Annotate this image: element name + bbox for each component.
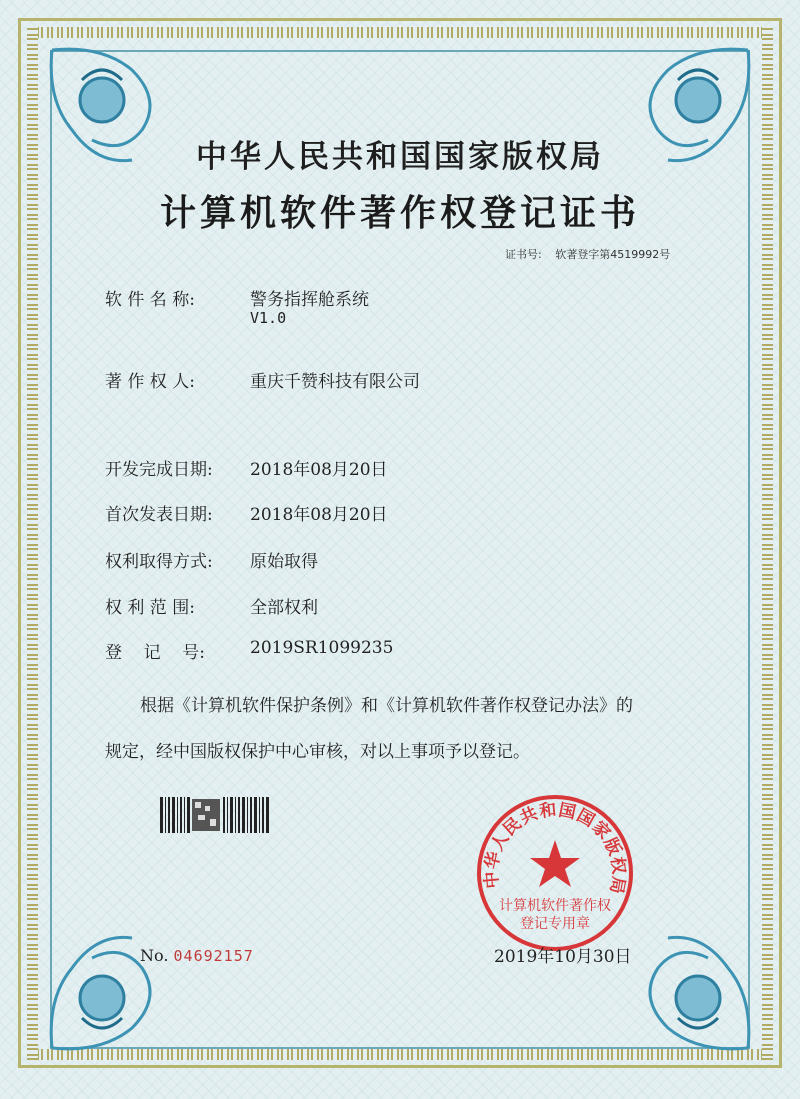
field-value: 重庆千赞科技有限公司: [250, 372, 420, 392]
seal-ring-text: 中华人民共和国国家版权局: [481, 800, 629, 897]
field-label: 著 作 权 人:: [105, 372, 195, 392]
field-value: 警务指挥舱系统: [250, 290, 369, 310]
field-value: 全部权利: [250, 598, 318, 618]
top-fret-border: [27, 27, 773, 38]
field-label: 权 利 范 围:: [105, 598, 195, 618]
field-acquisition-method: [105, 547, 318, 572]
field-publish-date: [105, 500, 388, 525]
right-fret-border: [762, 27, 773, 1060]
field-label: 权利取得方式:: [105, 552, 213, 572]
field-version: V1.0: [250, 309, 287, 327]
field-completion-date: [105, 455, 388, 480]
field-value: 2018年08月20日: [250, 460, 388, 480]
field-software-name: [105, 285, 369, 327]
field-label: 首次发表日期:: [105, 505, 213, 525]
certificate-title: 计算机软件著作权登记证书: [159, 192, 640, 234]
field-label: 软 件 名 称:: [105, 290, 195, 310]
registration-statement: [105, 683, 715, 775]
field-copyright-owner: [105, 367, 420, 392]
certificate-number: [505, 246, 680, 262]
statement-line-2: 规定，经中国版权保护中心审核，对以上事项予以登记。: [105, 742, 530, 762]
issue-date: 2019年10月30日: [494, 947, 632, 967]
field-label: 开发完成日期:: [105, 460, 213, 480]
field-value: 2019SR1099235: [250, 638, 394, 658]
field-value: 原始取得: [250, 552, 318, 572]
certificate-number-value: 软著登字第4519992号: [555, 248, 671, 261]
field-registration-number: [105, 638, 394, 663]
issuer-title: 中华人民共和国国家版权局: [196, 139, 604, 175]
barcode: [160, 797, 272, 833]
certificate-number-label: 证书号:: [505, 248, 542, 261]
left-fret-border: [27, 27, 38, 1060]
serial-value: 04692157: [173, 947, 254, 965]
seal-line-2: 登记专用章: [520, 916, 590, 932]
serial-number: [140, 946, 254, 965]
field-label: 登 记 号:: [105, 643, 205, 663]
field-rights-scope: [105, 593, 318, 618]
serial-prefix: No.: [140, 946, 169, 965]
official-seal: [474, 792, 636, 954]
corner-ornament-bottom-left: [42, 918, 212, 1058]
statement-line-1: 根据《计算机软件保护条例》和《计算机软件著作权登记办法》的: [140, 696, 633, 716]
seal-line-1: 计算机软件著作权: [499, 898, 611, 914]
field-value: 2018年08月20日: [250, 505, 388, 525]
